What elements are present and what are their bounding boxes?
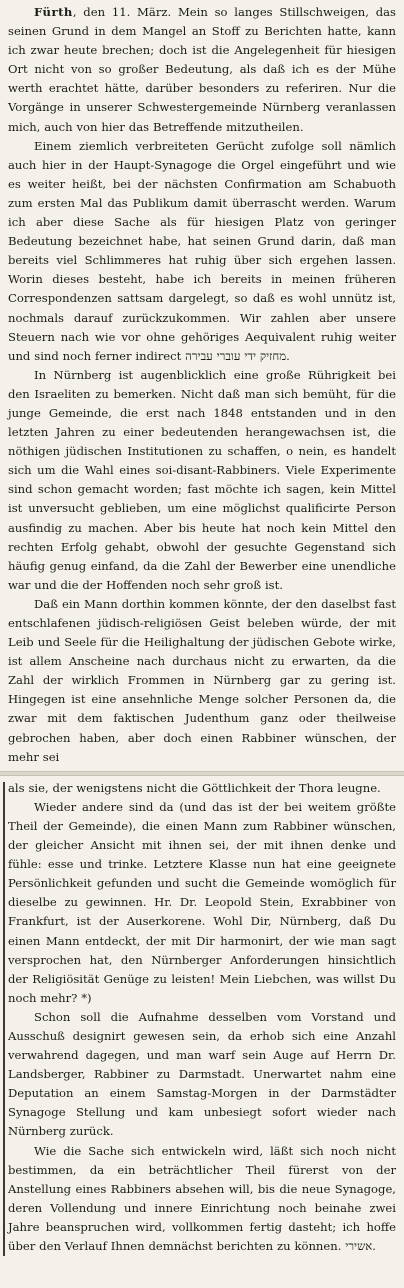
dateline-place: Fürth — [34, 5, 73, 19]
page-fold-divider — [0, 771, 404, 776]
margin-rule — [3, 782, 5, 1256]
paragraph-2: Einem ziemlich verbreiteten Gerücht zufolge soll nämlich auch hier in der Haupt-Synagoge die Orgel eingeführt und wie es weiter heißt, bei der nächsten Confirmation am Schabuoth zum ersten Mal das Publikum damit überrascht werden. Warum ich aber diese Sache als für hiesigen Platz von geringer Bedeutung bezeichnet habe, hat seinen Grund darin, daß man bereits viel Schlimmeres hat ruhig über sich ergehen lassen. Worin dieses besteht, habe ich bereits in meinen früheren Correspondenzen sattsam dargelegt, so daß es wohl unnütz ist, nochmals darauf zurückzukommen. Wir zahlen aber unsere Steuern nach wie vor ohne gehöriges Aequivalent ruhig weiter und sind noch ferner indirect מחזיק ידי עוברי עבירה. — [8, 138, 396, 363]
signoff: אשירי. — [345, 1239, 376, 1253]
paragraph-7 — [8, 1142, 396, 1257]
paragraph-1-text: Mein so langes Stillschweigen, das seinen Grund in dem Mangel an Stoff zu Berichten hatte, kann ich zwar heute brechen; doch ist die Angelegenheit für hiesigen Ort nicht von so großer Bedeutung, als daß ich es der Mühe werth erachtet hätte, darüber besonders zu referiren. Nur die Vorgänge in unserer Schwestergemeinde Nürnberg veranlassen mich, auch von hier das Betreffende mitzutheilen. — [8, 5, 397, 134]
paragraph-6: Schon soll die Aufnahme desselben vom Vorstand und Ausschuß designirt gewesen sein, da erhob sich eine Anzahl verwahrend dagegen, und man warf sein Auge auf Herrn Dr. Landsberger, Rabbiner zu Darmstadt. Unerwartet nahm eine Deputation an einem Samstag-Morgen in der Darmstädter Synagoge Stellung und kam unbesiegt sofort wieder nach Nürnberg zurück. — [8, 1009, 396, 1139]
paragraph-4-continuation: als sie, der wenigstens nicht die Göttlichkeit der Thora leugne. — [8, 780, 381, 795]
paragraph-3: In Nürnberg ist augenblicklich eine große Rührigkeit bei den Israeliten zu bemerken. Nicht daß man sich bemüht, für die junge Gemeinde, die erst nach 1848 entstanden und in den letzten Jahren zu einer bedeutenden herangewachsen ist, die nöthigen jüdischen Institutionen zu schaffen, o nein, es handelt sich um die Wahl eines soi-disant-Rabbiners. Viele Experimente sind schon gemacht worden; fast möchte ich sagen, kein Mittel ist unversucht geblieben, um eine möglichst qualificirte Person ausfindig zu machen. Aber bis heute hat noch kein Mittel den rechten Erfolg gehabt, obwohl der gesuchte Gegenstand sich häufig genug einfand, da die Zahl der Bewerber eine unendliche war und die der Hoffenden noch sehr groß ist. — [8, 367, 396, 592]
dateline-date: , den 11. März. — [72, 5, 172, 19]
continued-section — [8, 779, 396, 1256]
paragraph-1 — [8, 3, 396, 137]
paragraph-7-text: Wie die Sache sich entwickeln wird, läßt sich noch nicht bestimmen, da ein beträchtlicher Theil fürerst von der Anstellung eines Rabbiners absehen will, bis die neue Synagoge, deren Vollendung und innere Einrichtung noch beinahe zwei Jahre beanspruchen wird, vollkommen fertig dasteht; ich hoffe über den Verlauf Ihnen demnächst berichten zu können. — [8, 1143, 396, 1253]
paragraph-5: Wieder andere sind da (und das ist der bei weitem größte Theil der Gemeinde), die einen Mann zum Rabbiner wünschen, der gleicher Ansicht mit ihnen sei, der mit ihnen denke und fühle: esse und trinke. Letztere Klasse nun hat eine geeignete Persönlichkeit gefunden und sucht die Gemeinde womöglich für dieselbe zu gewinnen. Hr. Dr. Leopold Stein, Exrabbiner von Frankfurt, ist der Auserkorene. Wohl Dir, Nürnberg, daß Du einen Mann entdeckt, der mit Dir harmonirt, der wie man sagt versprochen hat, den Nürnberger Anforderungen hinsichtlich der Religiösität Genüge zu leisten! Mein Liebchen, was willst Du noch mehr? *) — [8, 799, 396, 1005]
paragraph-4: Daß ein Mann dorthin kommen könnte, der den daselbst fast entschlafenen jüdisch-religiösen Geist beleben würde, der mit Leib und Seele für die Heilighaltung der jüdischen Gebote wirke, ist allem Anscheine nach durchaus nicht zu erwarten, da die Zahl der wirklich Frommen in Nürnberg gar zu gering ist. Hingegen ist eine ansehnliche Menge solcher Personen da, die zwar mit dem faktischen Judenthum ganz oder theilweise gebrochen haben, aber doch einen Rabbiner wünschen, der mehr sei — [8, 596, 396, 764]
